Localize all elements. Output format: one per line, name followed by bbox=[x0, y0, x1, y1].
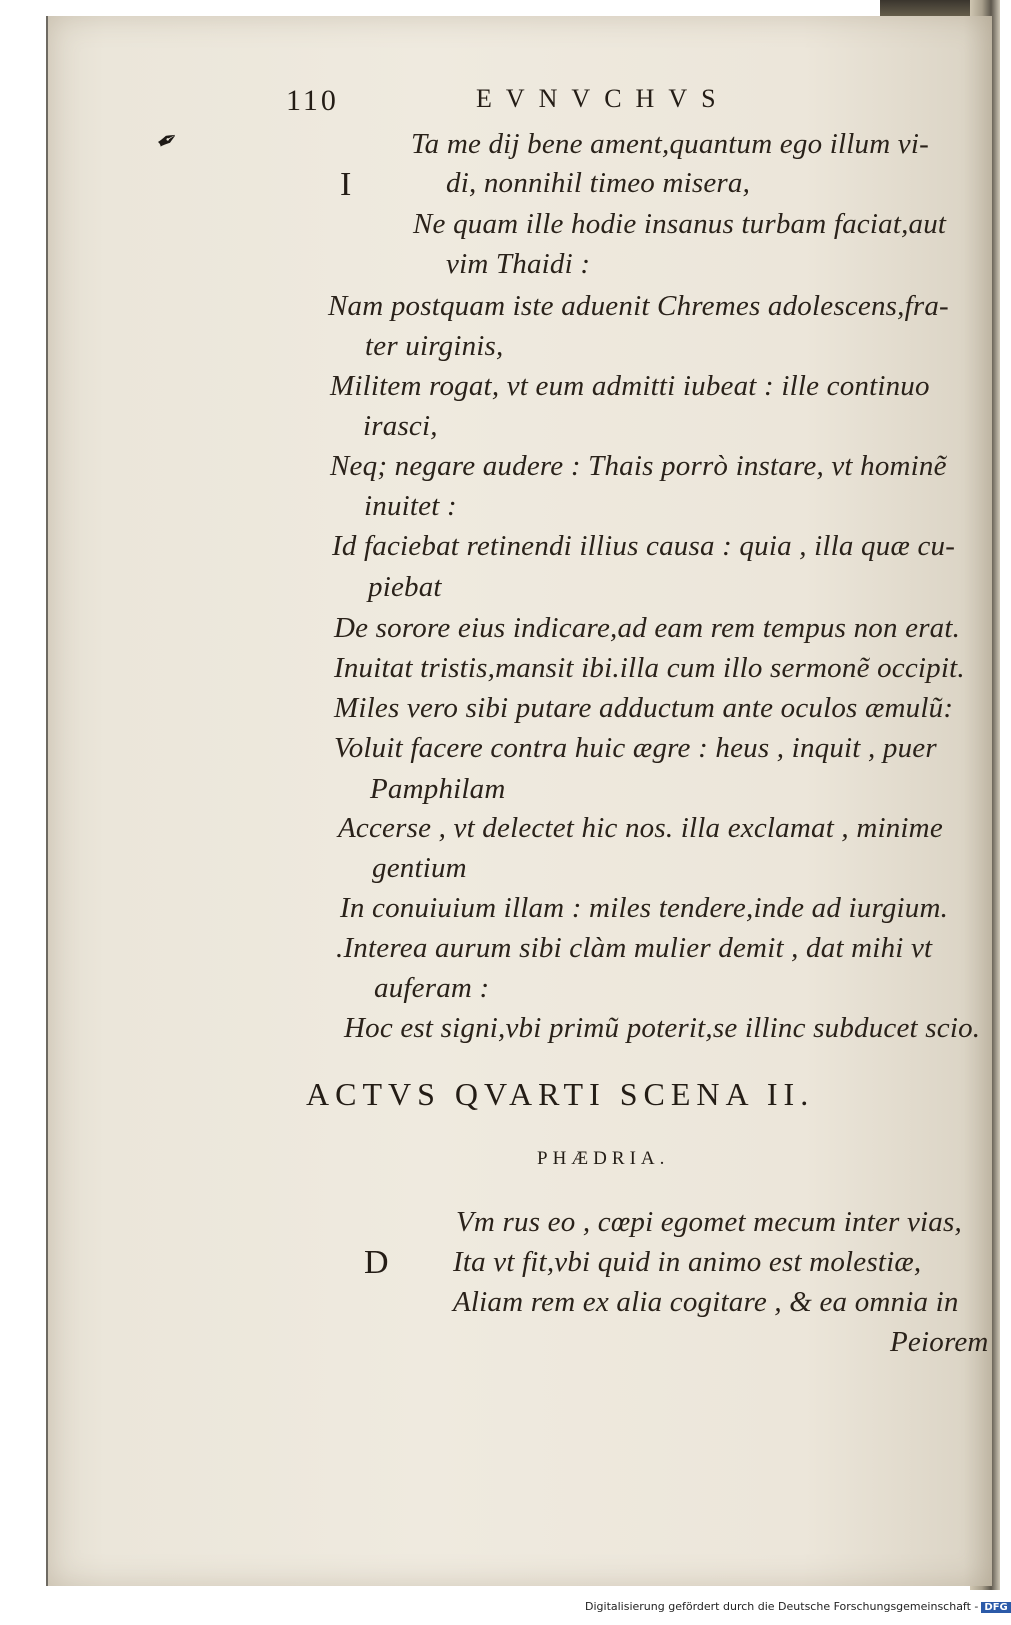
verse-line: Nam postquam iste aduenit Chremes adolescens,fra- bbox=[328, 290, 949, 322]
verse-line: Voluit facere contra huic ægre : heus , inquit , puer bbox=[334, 732, 937, 764]
running-title: EVNVCHVS bbox=[476, 84, 730, 113]
catchword: Peiorem bbox=[890, 1326, 989, 1358]
verse-line: irasci, bbox=[363, 410, 438, 442]
verse-line: inuitet : bbox=[364, 490, 457, 522]
verse-line: di, nonnihil timeo misera, bbox=[446, 167, 751, 199]
credit-text: Digitalisierung gefördert durch die Deutsche Forschungsgemeinschaft - bbox=[585, 1600, 979, 1613]
verse-line: Vm rus eo , cœpi egomet mecum inter vias, bbox=[456, 1206, 962, 1238]
verse-line: ter uirginis, bbox=[365, 330, 504, 362]
verse-line: Accerse , vt delectet hic nos. illa exclamat , minime bbox=[338, 812, 943, 844]
verse-line: Ne quam ille hodie insanus turbam faciat,aut bbox=[413, 208, 947, 240]
speaker-name: PHÆDRIA. bbox=[537, 1148, 670, 1169]
verse-line: Pamphilam bbox=[370, 773, 506, 805]
verse-line: Inuitat tristis,mansit ibi.illa cum illo sermonẽ occipit. bbox=[334, 652, 965, 684]
verse-line: .Interea aurum sibi clàm mulier demit , dat mihi vt bbox=[336, 932, 933, 964]
scene-heading: ACTVS QVARTI SCENA II. bbox=[306, 1076, 815, 1112]
verse-line: Hoc est signi,vbi primũ poterit,se illinc subducet scio. bbox=[344, 1012, 981, 1044]
verse-line: Id faciebat retinendi illius causa : quia , illa quæ cu- bbox=[332, 530, 956, 562]
verse-line: Neq; negare audere : Thais porrò instare, vt hominẽ bbox=[330, 450, 947, 482]
verse-line: Aliam rem ex alia cogitare , & ea omnia in bbox=[453, 1286, 959, 1318]
initial-letter-i: I bbox=[340, 166, 352, 203]
verse-line: Ta me dij bene ament,quantum ego illum vi- bbox=[411, 128, 929, 160]
verse-line: vim Thaidi : bbox=[446, 248, 591, 280]
verse-line: In conuiuium illam : miles tendere,inde ad iurgium. bbox=[340, 892, 949, 924]
verse-line: auferam : bbox=[374, 972, 490, 1004]
page-number: 110 bbox=[286, 84, 339, 117]
verse-line: De sorore eius indicare,ad eam rem tempus non erat. bbox=[334, 612, 961, 644]
verse-line: Ita vt fit,vbi quid in animo est molestiæ, bbox=[453, 1246, 922, 1278]
initial-letter-d: D bbox=[364, 1244, 389, 1281]
verse-line: Miles vero sibi putare adductum ante oculos æmulũ: bbox=[334, 692, 954, 724]
verse-line: piebat bbox=[368, 571, 442, 603]
verse-line: Militem rogat, vt eum admitti iubeat : ille continuo bbox=[330, 370, 930, 402]
ink-mark-icon: ✒ bbox=[150, 122, 185, 160]
verse-line: gentium bbox=[372, 852, 467, 884]
dfg-logo: DFG bbox=[981, 1602, 1010, 1613]
digitization-credit bbox=[585, 1600, 1011, 1613]
